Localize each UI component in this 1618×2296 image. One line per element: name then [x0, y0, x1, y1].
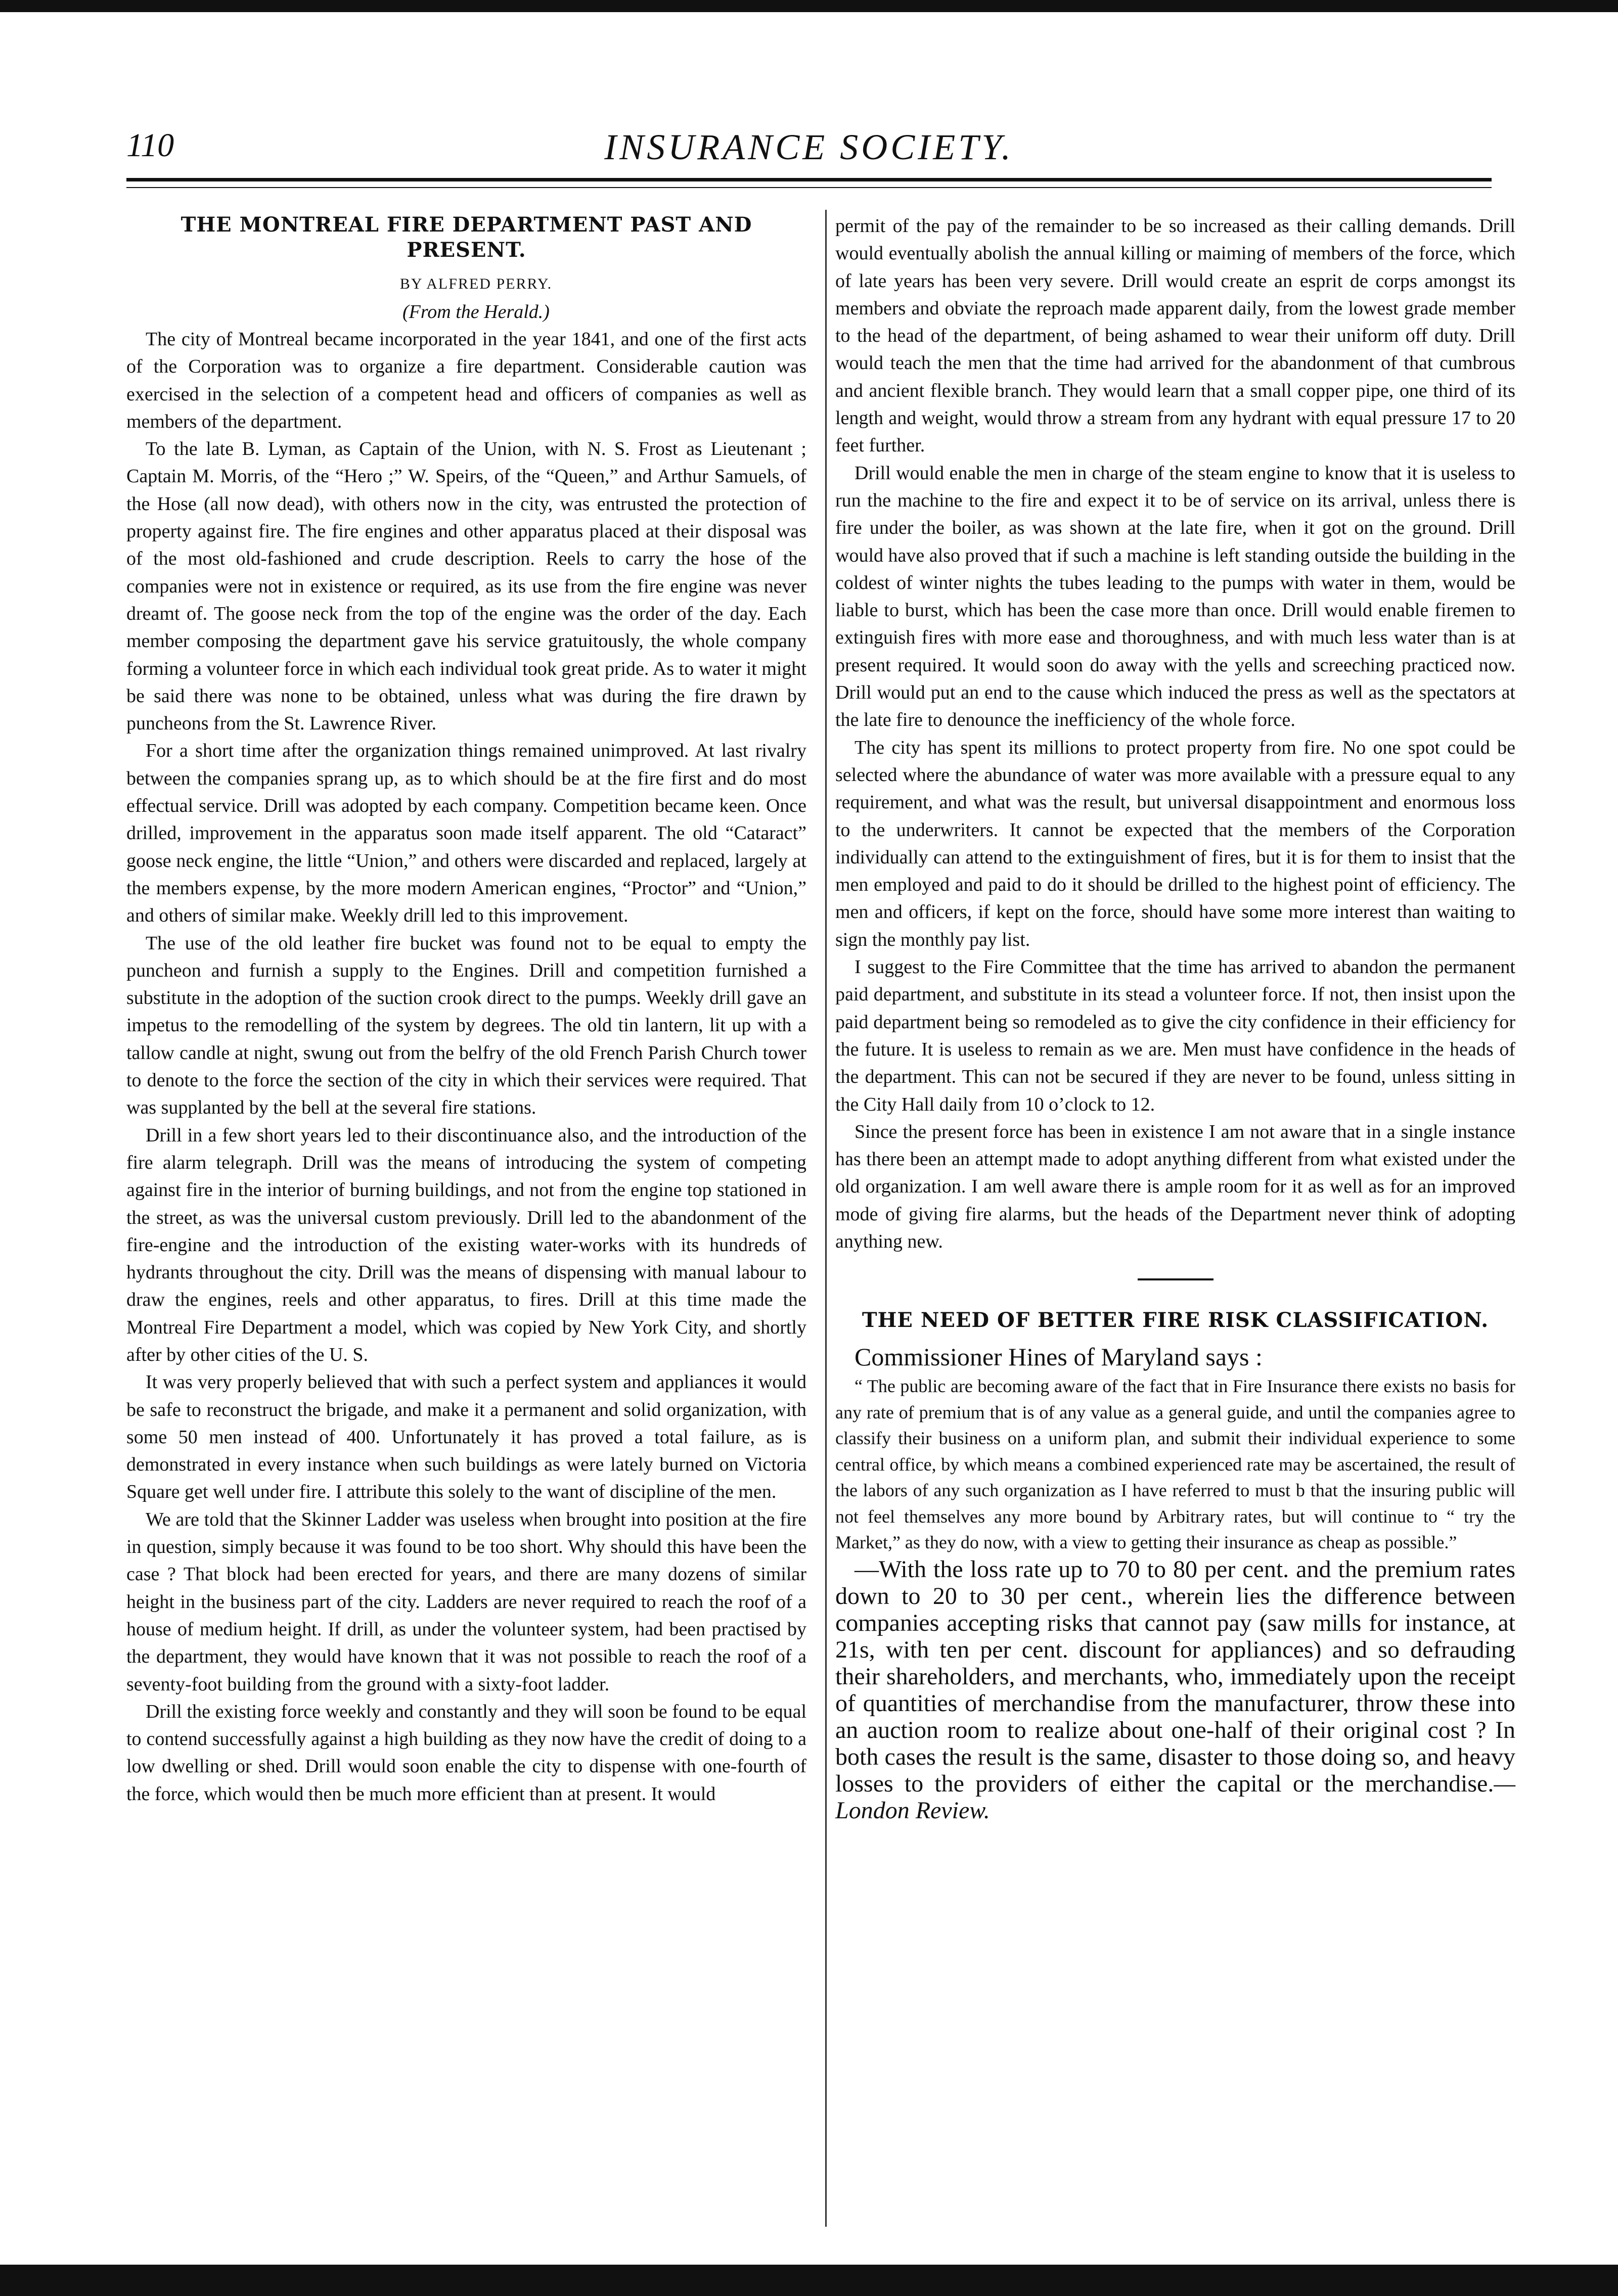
- left-column: [126, 212, 806, 1808]
- header-rule-thin: [126, 187, 1492, 188]
- paragraph: Drill in a few short years led to their discontinuance also, and the introduction of the fire alarm telegraph. Drill was the means of introducing the system of competing against fire in the interior of burning buildings, and not from the engine top stationed in the street, as was the universal custom previously. Drill led to the abandonment of the fire-engine and the introduction of the existing water-works with its hundreds of hydrants throughout the city. Drill was the means of dispensing with manual labour to draw the engines, reels and other apparatus, to fires. Drill at this time made the Montreal Fire Department a model, which was copied by New York City, and shortly after by other cities of the U. S.: [126, 1124, 806, 1365]
- paragraph-continued: permit of the pay of the remainder to be so increased as their calling demands. Drill would eventually abolish the annual killing or maiming of members of the force, which of late years has been very severe. Drill would create an esprit de corps amongst its members and obviate the reproach made apparent daily, from the lowest grade member to the head of the department, of being ashamed to wear their uniform off duty. Drill would teach the men that the time had arrived for the abandonment of that cumbrous and ancient flexible branch. They would learn that a small copper pipe, one third of its length and weight, would throw a stream from any hydrant with equal pressure 17 to 20 feet further.: [835, 215, 1515, 456]
- paragraph: The city has spent its millions to protect property from fire. No one spot could be selected where the abundance of water was more available with a pressure equal to any requirement, and what was the result, but universal disappointment and enormous loss to the underwriters. It cannot be expected that the members of the Corporation individually can attend to the extinguishment of fires, but it is for them to insist that the men employed and paid to do it should be drilled to the highest point of efficiency. The men and officers, if kept on the force, should have some more interest than waiting to sign the monthly pay list.: [835, 737, 1515, 950]
- paragraph: I suggest to the Fire Committee that the time has arrived to abandon the permanent paid department, and substitute in its stead a volunteer force. If not, then insist upon the paid department being so remodeled as to give the city confidence in their efficiency for the future. It is useless to remain as we are. Men must have confidence in the heads of the department. This can not be secured if they are never to be found, unless sitting in the City Hall daily from 10 o’clock to 12.: [835, 956, 1515, 1115]
- section-divider: [1138, 1278, 1214, 1280]
- article-source: (From the Herald.): [402, 301, 550, 323]
- paragraph: It was very properly believed that with such a perfect system and appliances it would be safe to reconstruct the brigade, and make it a permanent and solid organization, with some 50 men instead of 400. Unfortunately it has proved a total failure, as is demonstrated in every instance when such buildings as were lately burned on Victoria Square get well under fire. I attribute this solely to the want of discipline of the men.: [126, 1371, 806, 1503]
- article-title: THE MONTREAL FIRE DEPARTMENT PAST AND PRESENT.: [181, 213, 752, 262]
- paragraph: The city of Montreal became incorporated in the year 1841, and one of the first acts of the Corporation was to organize a fire department. Considerable caution was exercised in the selection of a competent head and officers of companies as well as members of the department.: [126, 329, 806, 432]
- page-number: 110: [126, 127, 174, 164]
- paragraph: Since the present force has been in existence I am not aware that in a single instance has there been an attempt made to adopt anything different from what existed under the old organization. I am well aware there is ample room for it as well as for an improved mode of giving fire alarms, but the heads of the Department never think of adopting anything new.: [835, 1121, 1515, 1252]
- page-top-edge: [0, 0, 1618, 12]
- attribution: —London Review.: [835, 1770, 1515, 1824]
- page-bottom-edge: [0, 2265, 1618, 2296]
- article-byline: BY ALFRED PERRY.: [399, 275, 553, 292]
- paragraph: To the late B. Lyman, as Captain of the Union, with N. S. Frost as Lieutenant ; Captain M. Morris, of the “Hero ;” W. Speirs, of the “Queen,” and Arthur Samuels, of the Hose (all now dead), with others now in the city, was entrusted the protection of property against fire. The fire engines and other apparatus placed at their disposal was of the most old-fashioned and crude description. Reels to carry the hose of the companies were not in existence or required, as its use from the fire engine was never dreamt of. The goose neck from the top of the engine was the order of the day. Each member composing the department gave his service gratuitously, the whole company forming a volunteer force in which each individual took great pride. As to water it might be said there was none to be obtained, unless what was during the fire drawn by puncheons from the St. Lawrence River.: [126, 438, 806, 734]
- paragraph: We are told that the Skinner Ladder was useless when brought into position at the fire in question, simply because it was found to be too short. Why should this have been the case ? That block had been erected for years, and there are many dozens of similar height in the business part of the city. Ladders are never required to reach the roof of a house of medium height. If drill, as under the volunteer system, had been practised by the department, they would have known that it was not possible to reach the roof of a seventy-foot building from the ground with a sixty-foot ladder.: [126, 1508, 806, 1695]
- quote-text: “ The public are becoming aware of the fact that in Fire Insurance there exists no basis for any rate of premium that is of any value as a general guide, and until the companies agree to classify their business on a uniform plan, and submit their individual experience to some central office, by which means a combined experienced rate may be ascertained, the result of the labors of any such organization as I have referred to must b that the insuring public will not feel themselves any more bound by Arbitrary rates, but will continue to “ try the Market,” as they do now, with a view to getting their insurance as cheap as possible.”: [835, 1376, 1515, 1553]
- closing-paragraph: [835, 1556, 1515, 1824]
- page-header: [126, 121, 1492, 177]
- journal-title: INSURANCE SOCIETY.: [604, 127, 1014, 167]
- closing-text: —With the loss rate up to 70 to 80 per cent. and the premium rates down to 20 to 30 per cent., wherein lies the difference between companies accepting risks that cannot pay (saw mills for instance, at 21s, with ten per cent. discount for appliances) and so defrauding their shareholders, and merchants, who, immediately upon the receipt of quantities of merchandise from the manufacturer, throw these into an auction room to realize about one-half of their original cost ? In both cases the result is the same, disaster to those doing so, and heavy losses to the providers of either the capital or the merchandise.: [835, 1555, 1515, 1797]
- quote-intro: Commissioner Hines of Maryland says :: [855, 1343, 1263, 1371]
- right-column: [835, 212, 1515, 1824]
- paragraph: The use of the old leather fire bucket was found not to be equal to empty the puncheon and furnish a supply to the Engines. Drill and competition furnished a substitute in the adoption of the suction crook direct to the pumps. Weekly drill gave an impetus to the remodelling of the system by degrees. The old tin lantern, lit up with a tallow candle at night, swung out from the belfry of the old French Parish Church tower to denote to the force the section of the city in which their services were required. That was supplanted by the bell at the several fire stations.: [126, 932, 806, 1119]
- paragraph: Drill would enable the men in charge of the steam engine to know that it is useless to run the machine to the fire and expect it to be of service on its arrival, unless there is fire under the boiler, as was shown at the late fire, when it got on the ground. Drill would have also proved that if such a machine is left standing outside the building in the coldest of winter nights the tubes leading to the pumps with water in them, would be liable to burst, which has been the case more than once. Drill would enable firemen to extinguish fires with more ease and thoroughness, and with much less water than is at present required. It would soon do away with the yells and screeching practiced now. Drill would put an end to the cause which induced the press as well as the spectators at the late fire to denounce the inefficiency of the whole force.: [835, 462, 1515, 731]
- paragraph: For a short time after the organization things remained unimproved. At last rivalry between the companies sprang up, as to which should be at the fire first and do most effectual service. Drill was adopted by each company. Competition became keen. Once drilled, improvement in the apparatus soon made itself apparent. The old “Cataract” goose neck engine, the little “Union,” and others were discarded and replaced, largely at the members expense, by the more modern American engines, “Proctor” and “Union,” and others of similar make. Weekly drill led to this improvement.: [126, 740, 806, 927]
- column-divider: [825, 210, 827, 2227]
- paragraph: Drill the existing force weekly and constantly and they will soon be found to be equal to contend successfully against a high building as they now have the credit of doing to a low dwelling or shed. Drill would soon enable the city to dispense with one-fourth of the force, which would then be much more efficient than at present. It would: [126, 1701, 806, 1805]
- article-title: THE NEED OF BETTER FIRE RISK CLASSIFICATION.: [862, 1308, 1489, 1333]
- header-rule-thick: [126, 178, 1492, 181]
